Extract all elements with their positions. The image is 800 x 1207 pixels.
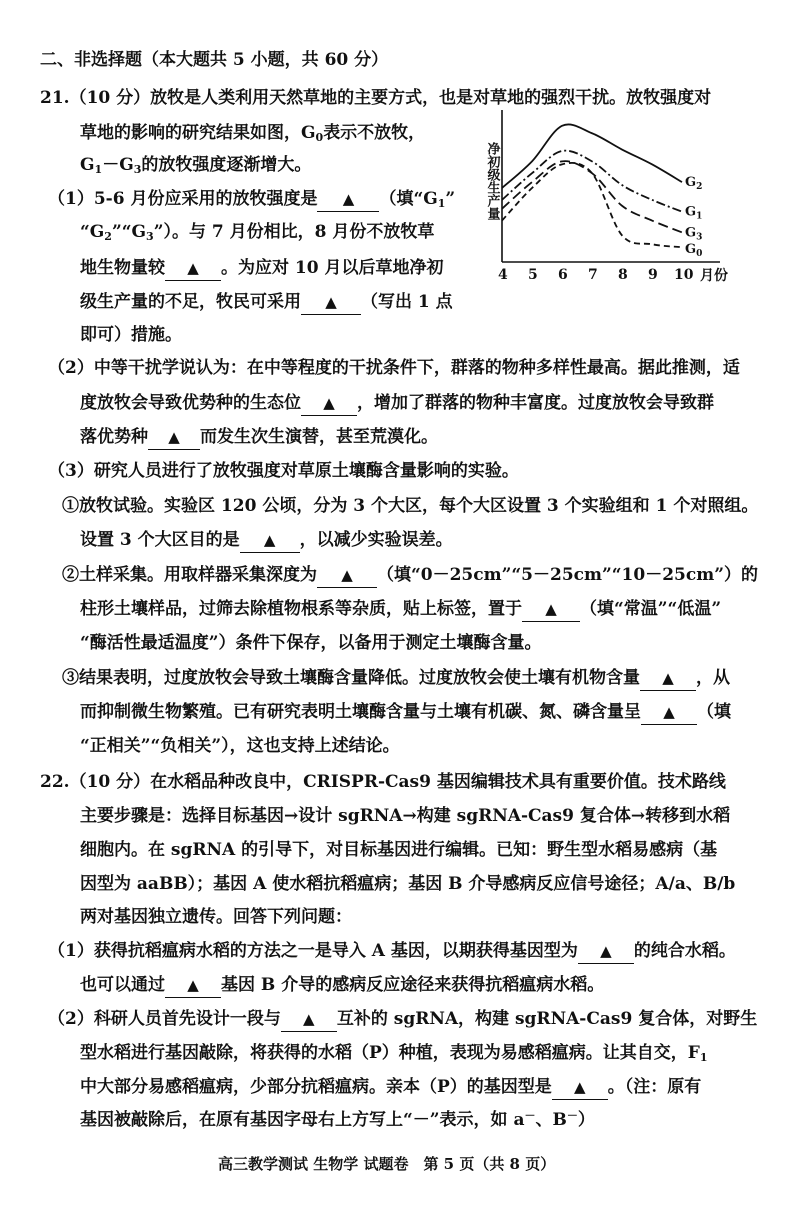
series-line-g2 <box>502 124 682 188</box>
answer-blank[interactable]: ▲ <box>522 597 580 622</box>
q21-line-2 <box>80 121 425 145</box>
q21-line-1: 21.（10 分）放牧是人类利用天然草地的主要方式，也是对草地的强烈干扰。放牧强度对 <box>40 88 712 108</box>
page-footer: 高三教学测试 生物学 试题卷 第 5 页（共 8 页） <box>218 1155 556 1173</box>
q22-p1-line-2: 也可以通过 ▲ 基因 B 介导的感病反应途径来获得抗稻瘟病水稻。 <box>80 973 604 998</box>
q22-line-5: 两对基因独立遗传。回答下列问题： <box>80 907 352 927</box>
q21-p3-line-1: （3）研究人员进行了放牧强度对草原土壤酶含量影响的实验。 <box>48 461 519 481</box>
answer-blank[interactable]: ▲ <box>281 1007 337 1032</box>
q22-line-1: 22.（10 分）在水稻品种改良中，CRISPR-Cas9 基因编辑技术具有重要价值。技术路线 <box>40 772 726 792</box>
q22-p2-line-1: （2）科研人员首先设计一段与 ▲ 互补的 sgRNA，构建 sgRNA-Cas9 复合体，对野生 <box>48 1007 757 1032</box>
q21-p1-line-2: “$G_2”“G_3$”）。与 7 月份相比，8 月份不放牧草 <box>80 222 435 243</box>
q22-line-3: 细胞内。在 sgRNA 的引导下，对目标基因进行编辑。已知：野生型水稻易感病（基 <box>80 840 718 860</box>
x-tick-label: 9 <box>648 267 658 283</box>
q21-p3-line-6: “酶活性最适温度”）条件下保存，以备用于测定土壤酶含量。 <box>80 633 542 653</box>
x-tick-label: 4 <box>498 267 508 283</box>
q22-p2-line-4: 基因被敲除后，在原有基因字母右上方写上“－”表示，如 a－、B－） <box>80 1109 595 1130</box>
q21-p3-line-3: 设置 3 个大区目的是 ▲ ，以减少实验误差。 <box>80 528 453 553</box>
q22-p2-line-2: 型水稻进行基因敲除，将获得的水稻（P）种植，表现为易感稻瘟病。让其自交，$F_1$ <box>80 1043 708 1064</box>
section-header: 二、非选择题（本大题共 5 小题，共 60 分） <box>40 50 389 70</box>
answer-blank[interactable]: ▲ <box>165 256 221 281</box>
q21-line-3 <box>80 153 311 177</box>
x-tick-label: 7 <box>588 267 598 283</box>
chart-y-label: 净初级生产量 <box>484 142 500 220</box>
answer-blank[interactable]: ▲ <box>165 973 221 998</box>
q22-p1-line-1: （1）获得抗稻瘟病水稻的方法之一是导入 A 基因，以期获得基因型为 ▲ 的纯合水稻。 <box>48 939 736 964</box>
answer-blank[interactable]: ▲ <box>552 1075 608 1100</box>
answer-blank[interactable]: ▲ <box>641 700 697 725</box>
q21-p1-line-3: 地生物量较 ▲ 。为应对 10 月以后草地净初 <box>80 256 444 281</box>
q21-p3-line-4: ②土样采集。用取样器采集深度为 ▲ （填“0－25cm”“5－25cm”“10－25cm”）的 <box>62 563 758 588</box>
g1-g3-symbol: $G_1-G_3$ <box>80 155 142 176</box>
q21-p1-line-1: （1）5-6 月份应采用的放牧强度是 ▲ （填“$G_1$” <box>48 189 456 210</box>
q21-p1-line-5: 即可）措施。 <box>80 325 182 345</box>
q21-line-2-text: 草地的影响的研究结果如图， <box>80 123 301 143</box>
answer-blank[interactable]: ▲ <box>301 290 361 315</box>
answer-blank[interactable]: ▲ <box>317 187 379 212</box>
g0-symbol: $G_0$ <box>301 123 324 144</box>
series-label-g0: $G_0$ <box>685 242 703 260</box>
q21-p3-line-8: 而抑制微生物繁殖。已有研究表明土壤酶含量与土壤有机碳、氮、磷含量呈 ▲ （填 <box>80 700 731 725</box>
chart-x-label: 月份 <box>700 268 728 284</box>
npp-line-chart <box>470 100 740 290</box>
q21-p2-line-2: 度放牧会导致优势种的生态位 ▲ ，增加了群落的物种丰富度。过度放牧会导致群 <box>80 391 714 416</box>
q22-line-4: 因型为 aaBB）；基因 A 使水稻抗稻瘟病；基因 B 介导感病反应信号途径；A/a、B/b <box>80 874 736 894</box>
answer-blank[interactable]: ▲ <box>301 391 357 416</box>
q22-p2-line-3: 中大部分易感稻瘟病，少部分抗稻瘟病。亲本（P）的基因型是 ▲ 。（注：原有 <box>80 1075 701 1100</box>
series-label-g3: $G_3$ <box>685 225 703 243</box>
x-tick-label: 8 <box>618 267 628 283</box>
q21-line-2-tail: 表示不放牧， <box>323 123 426 143</box>
answer-blank[interactable]: ▲ <box>578 939 634 964</box>
answer-blank[interactable]: ▲ <box>148 425 200 450</box>
q21-p2-line-3: 落优势种 ▲ 而发生次生演替，甚至荒漠化。 <box>80 425 438 450</box>
q21-p2-line-1: （2）中等干扰学说认为：在中等程度的干扰条件下，群落的物种多样性最高。据此推测，适 <box>48 358 740 378</box>
q22-line-2: 主要步骤是：选择目标基因→设计 sgRNA→构建 sgRNA-Cas9 复合体→转移到水稻 <box>80 806 731 826</box>
q21-line-3-text: 的放牧强度逐渐增大。 <box>141 155 312 175</box>
q21-p3-line-2: ①放牧试验。实验区 120 公顷，分为 3 个大区，每个大区设置 3 个实验组和 1 个对照组。 <box>62 496 759 516</box>
series-label-g1: $G_1$ <box>685 204 703 222</box>
x-tick-label: 6 <box>558 267 568 283</box>
series-line-g3 <box>502 161 682 232</box>
answer-blank[interactable]: ▲ <box>640 666 696 691</box>
q21-p3-line-7: ③结果表明，过度放牧会导致土壤酶含量降低。过度放牧会使土壤有机物含量 ▲ ，从 <box>62 666 730 691</box>
q21-p3-line-5: 柱形土壤样品，过筛去除植物根系等杂质，贴上标签，置于 ▲ （填“常温”“低温” <box>80 597 721 622</box>
q21-p1-line-4: 级生产量的不足，牧民可采用 ▲ （写出 1 点 <box>80 290 453 315</box>
x-tick-label: 5 <box>528 267 538 283</box>
x-tick-label: 10 <box>674 267 694 283</box>
q21-p3-line-9: “正相关”“负相关”），这也支持上述结论。 <box>80 736 400 756</box>
series-label-g2: $G_2$ <box>685 175 703 193</box>
series-line-g1 <box>502 151 682 212</box>
answer-blank[interactable]: ▲ <box>240 528 300 553</box>
answer-blank[interactable]: ▲ <box>317 563 377 588</box>
